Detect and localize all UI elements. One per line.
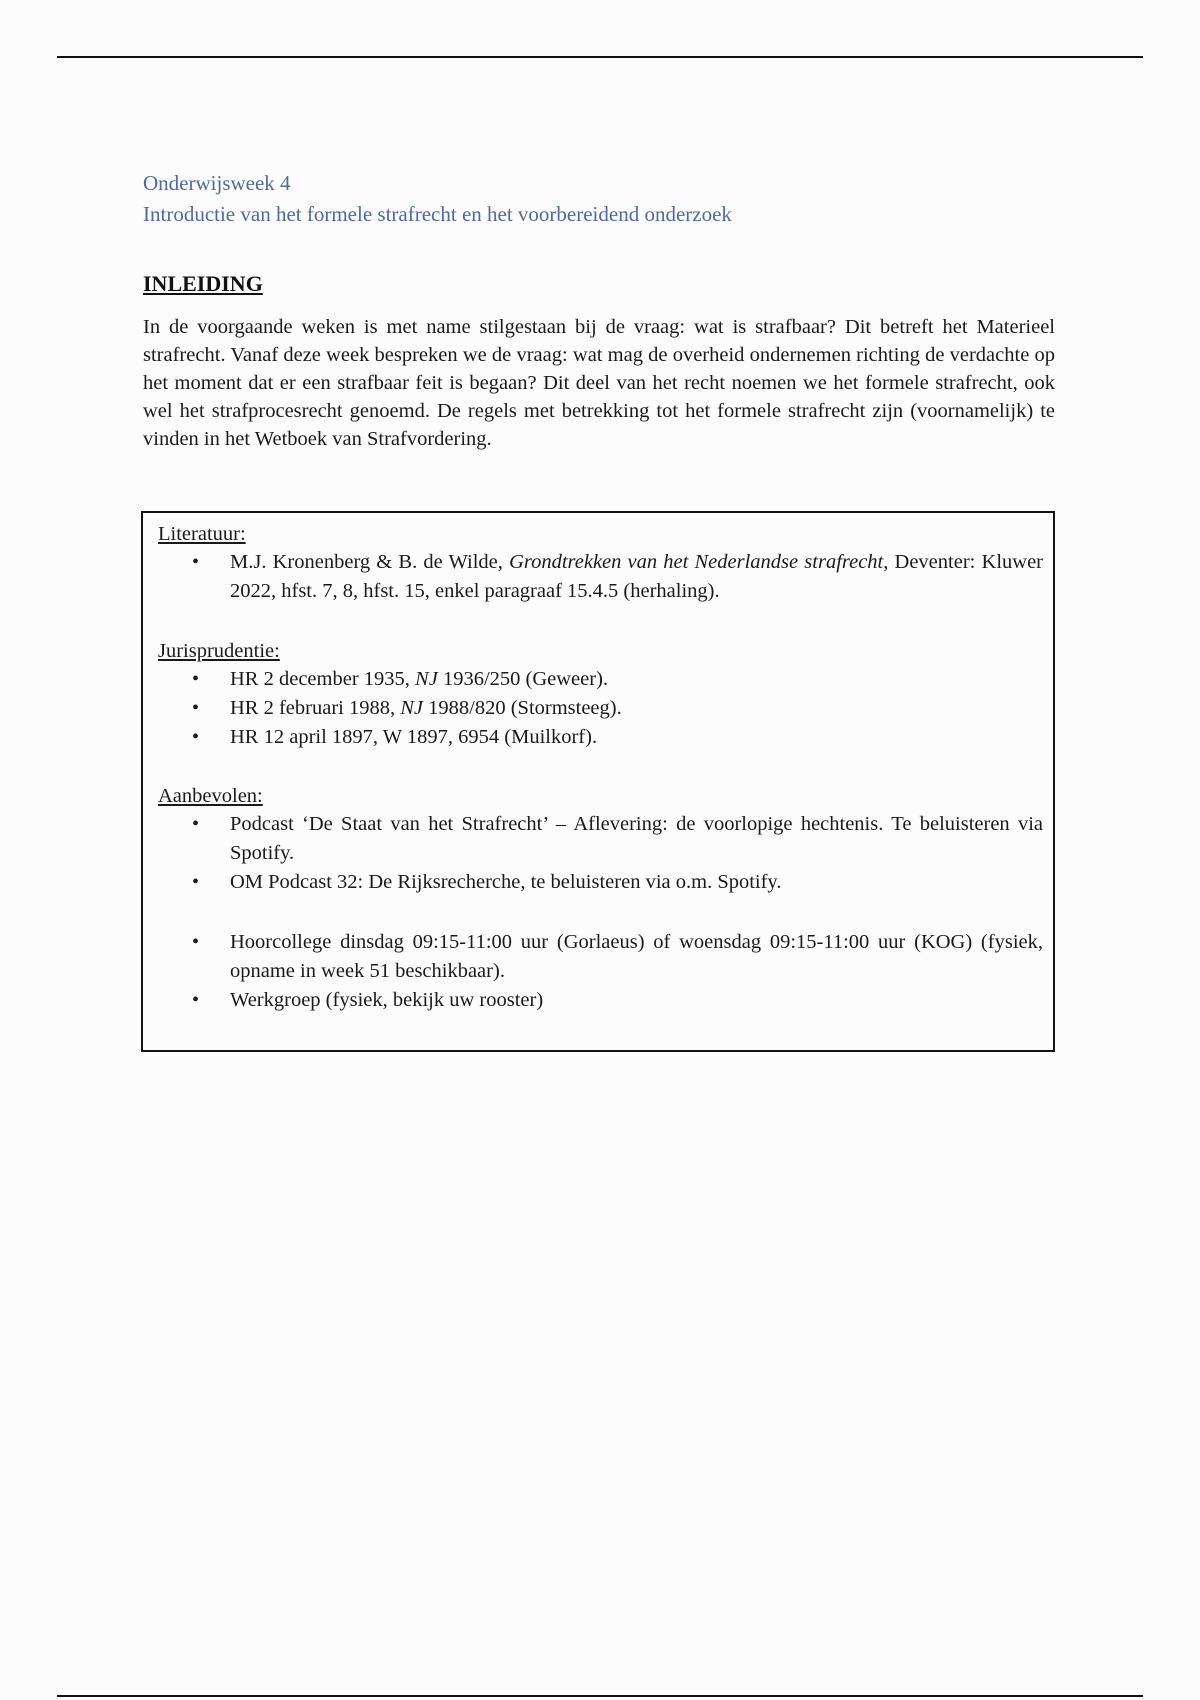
- bullet-icon: •: [192, 871, 200, 893]
- list-item: [158, 868, 1043, 897]
- bullet-icon: •: [192, 697, 200, 719]
- workgroup-text: Werkgroep (fysiek, bekijk uw rooster): [230, 989, 544, 1011]
- reading-box: [141, 511, 1055, 1052]
- intro-paragraph: In de voorgaande weken is met name stilgestaan bij de vraag: wat is strafbaar? Dit betreft het Materieel strafrecht. Vanaf deze week bespreken we de vraag: wat mag de overheid ondernemen richting de verdachte op het moment dat er een strafbaar feit is begaan? Dit deel van het recht noemen we het formele strafrecht, ook wel het strafprocesrecht genoemd. De regels met betrekking tot het formele strafrecht zijn (voornamelijk) te vinden in het Wetboek van Strafvordering.: [143, 316, 1055, 450]
- literatuur-label: Literatuur:: [158, 523, 246, 545]
- bullet-icon: •: [192, 668, 200, 690]
- literature-title: Grondtrekken van het Nederlandse strafrecht: [509, 551, 884, 573]
- list-item: [158, 665, 1043, 694]
- jurisprudentie-list: [158, 665, 1043, 752]
- case-text: HR 2 februari 1988,: [230, 697, 401, 719]
- schedule-section: [158, 928, 1043, 1015]
- literatuur-section: [158, 521, 1043, 606]
- recommendation-text: Podcast ‘De Staat van het Strafrecht’ – Aflevering: de voorlopige hechtenis. Te beluisteren via Spotify.: [230, 813, 1043, 864]
- literatuur-list: [158, 548, 1043, 606]
- list-item: [158, 694, 1043, 723]
- bullet-icon: •: [192, 813, 200, 835]
- schedule-list: [158, 928, 1043, 1015]
- list-item: [158, 928, 1043, 986]
- document-header: [143, 168, 732, 230]
- list-item: [158, 810, 1043, 868]
- case-journal: NJ: [415, 668, 438, 690]
- case-journal: NJ: [400, 697, 424, 719]
- bullet-icon: •: [192, 551, 200, 573]
- jurisprudentie-label: Jurisprudentie:: [158, 640, 280, 662]
- list-item: [158, 986, 1043, 1015]
- literature-authors: M.J. Kronenberg & B. de Wilde,: [230, 551, 510, 573]
- footer-rule: [57, 1695, 1143, 1697]
- header-rule: [57, 56, 1143, 58]
- bullet-icon: •: [192, 931, 200, 953]
- literature-details: , Deventer: Kluwer 2022, hfst. 7, 8, hfst. 15, enkel paragraaf 15.4.5 (herhaling).: [230, 551, 1043, 602]
- list-item: [158, 723, 1043, 752]
- week-subtitle: Introductie van het formele strafrecht en het voorbereidend onderzoek: [143, 202, 732, 226]
- case-text: HR 12 april 1897, W 1897, 6954 (Muilkorf).: [230, 726, 598, 748]
- jurisprudentie-section: [158, 638, 1043, 752]
- aanbevolen-list: [158, 810, 1043, 897]
- aanbevolen-section: [158, 783, 1043, 897]
- list-item: [158, 548, 1043, 606]
- week-title: Onderwijsweek 4: [143, 171, 291, 195]
- case-text: HR 2 december 1935,: [230, 668, 416, 690]
- aanbevolen-label: Aanbevolen:: [158, 785, 263, 807]
- lecture-text: Hoorcollege dinsdag 09:15-11:00 uur (Gorlaeus) of woensdag 09:15-11:00 uur (KOG) (fysiek, opname in week 51 beschikbaar).: [230, 931, 1043, 982]
- recommendation-text: OM Podcast 32: De Rijksrecherche, te beluisteren via o.m. Spotify.: [230, 871, 782, 893]
- bullet-icon: •: [192, 726, 200, 748]
- section-heading-inleiding: INLEIDING: [143, 271, 263, 296]
- bullet-icon: •: [192, 989, 200, 1011]
- case-reference: 1988/820 (Stormsteeg).: [423, 697, 622, 719]
- case-reference: 1936/250 (Geweer).: [437, 668, 609, 690]
